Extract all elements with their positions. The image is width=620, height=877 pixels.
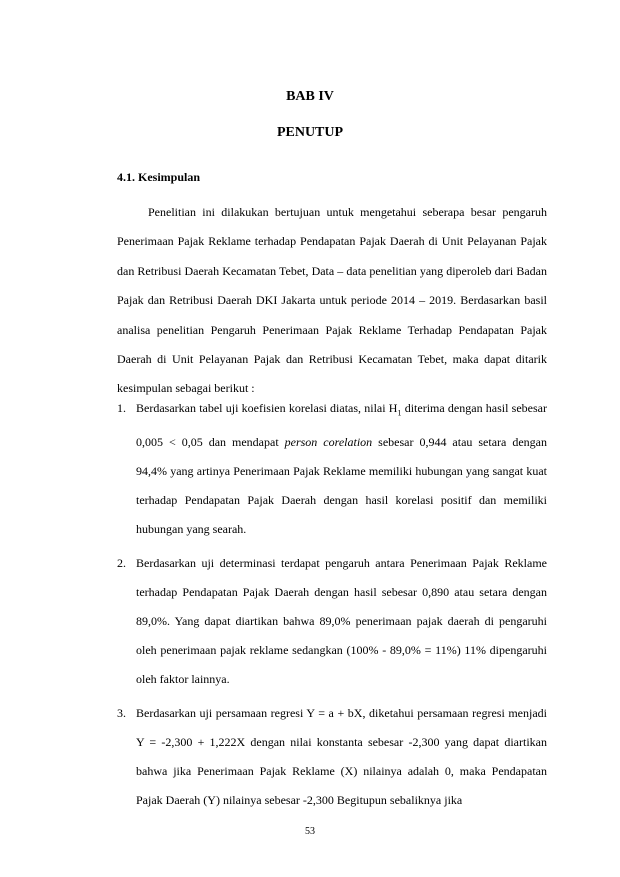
list-item <box>117 394 547 543</box>
list-item <box>117 699 547 814</box>
list-item-number: 2. <box>117 556 126 571</box>
list-item-number: 3. <box>117 706 126 721</box>
chapter-label: BAB IV <box>286 89 334 104</box>
page-number: 53 <box>305 826 315 837</box>
section-heading: 4.1. Kesimpulan <box>117 170 201 184</box>
list-item-text: sebesar 0,944 atau setara dengan 94,4% yang artinya Penerimaan Pajak Reklame memiliki hubungan yang sangat kuat terhadap Pendapatan Pajak Daerah dengan hasil korelasi positif dan memiliki hubungan yang searah. <box>136 435 547 536</box>
list-item-text: diterima dengan hasil sebesar 0,005 < 0,05 dan mendapat <box>136 401 547 450</box>
list-item-number: 1. <box>117 401 126 415</box>
list-item <box>117 549 547 693</box>
list-item-emphasis: person corelation <box>284 435 373 450</box>
list-item-subscript: 1 <box>397 408 402 418</box>
chapter-title: PENUTUP <box>276 125 344 140</box>
list-item-text: Berdasarkan tabel uji koefisien korelasi diatas, nilai H <box>136 401 398 415</box>
list-item-text: Berdasarkan uji persamaan regresi Y = a + bX, diketahui persamaan regresi menjadi Y = -2,300 + 1,222X dengan nilai konstanta sebesar -2,300 yang dapat diartikan bahwa jika Penerimaan Pajak Reklame (X) nilainya adalah 0, maka Pendapatan Pajak Daerah (Y) nilainya sebesar -2,300 Begitupun sebaliknya jika <box>136 706 547 807</box>
intro-paragraph: Penelitian ini dilakukan bertujuan untuk mengetahui seberapa besar pengaruh Penerimaan Pajak Reklame terhadap Pendapatan Pajak Daerah di Unit Pelayanan Pajak dan Retribusi Daerah Kecamatan Tebet, Data – data penelitian yang diperoleb dari Badan Pajak dan Retribusi Daerah DKI Jakarta untuk periode 2014 – 2019. Berdasarkan basil analisa penelitian Pengaruh Penerimaan Pajak Reklame Terhadap Pendapatan Pajak Daerah di Unit Pelayanan Pajak dan Retribusi Kecamatan Tebet, maka dapat ditarik kesimpulan sebagai berikut : <box>117 205 547 396</box>
list-item-text: Berdasarkan uji determinasi terdapat pengaruh antara Penerimaan Pajak Reklame terhadap Pendapatan Pajak Daerah dengan hasil sebesar 0,890 atau setara dengan 89,0%. Yang dapat diartikan bahwa 89,0% penerimaan pajak daerah di pengaruhi oleh penerimaan pajak reklame sedangkan (100% - 89,0% = 11%) 11% dipengaruhi oleh faktor lainnya. <box>136 556 547 686</box>
conclusion-list <box>117 394 547 821</box>
